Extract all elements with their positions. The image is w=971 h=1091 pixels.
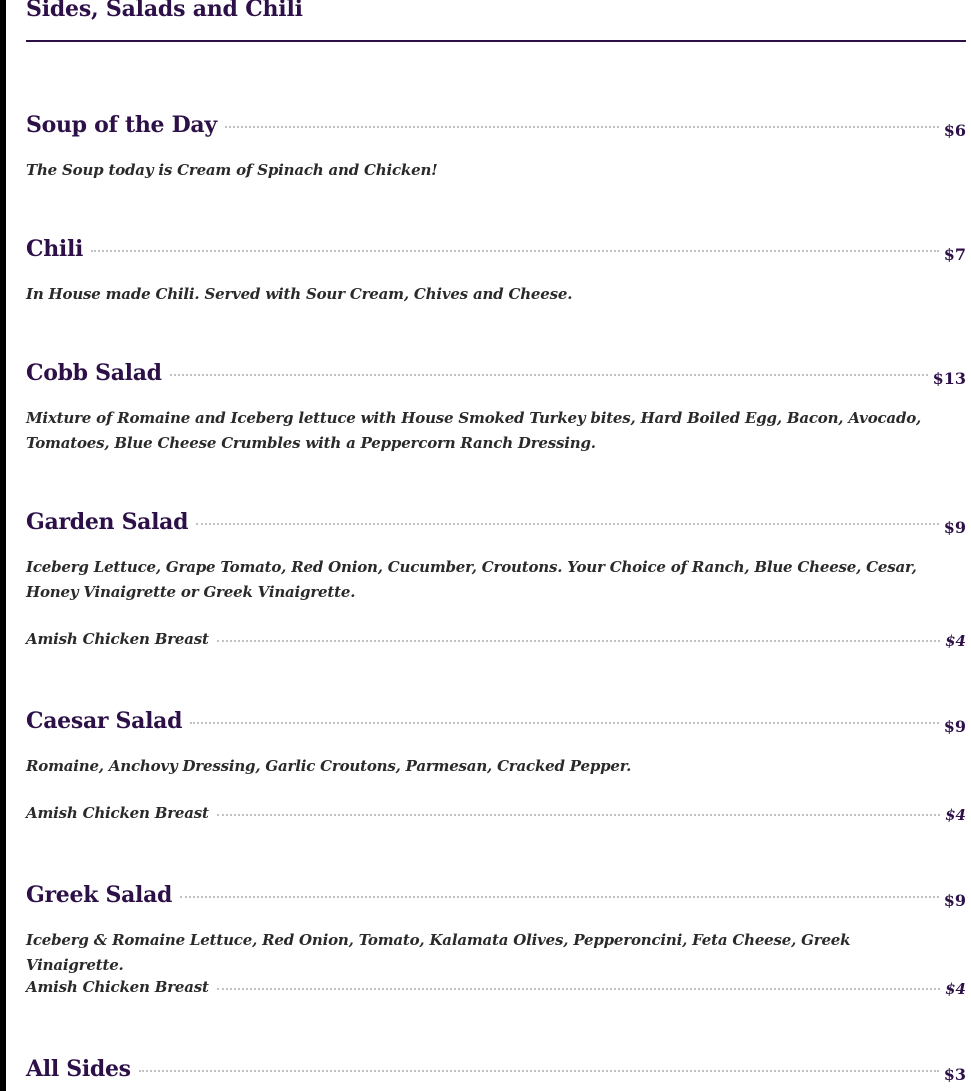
addon-price: $4 (945, 806, 966, 824)
section-title: Sides, Salads and Chili (26, 0, 303, 22)
dotted-leader (139, 1070, 939, 1072)
menu-item-description: The Soup today is Cream of Spinach and Chicken! (26, 161, 438, 179)
menu-item-greek-salad (26, 882, 966, 908)
menu-item-addon (26, 978, 966, 996)
menu-item-addon (26, 630, 966, 648)
dotted-leader (91, 250, 939, 252)
menu-item-description: In House made Chili. Served with Sour Cream, Chives and Cheese. (26, 285, 573, 303)
menu-item-cobb-salad (26, 360, 966, 386)
menu-item-price: $9 (943, 891, 966, 910)
menu-item-price: $7 (943, 245, 966, 264)
menu-item-chili (26, 236, 966, 262)
addon-price: $4 (945, 632, 966, 650)
menu-item-price: $6 (943, 121, 966, 140)
addon-name: Amish Chicken Breast (26, 804, 209, 822)
menu-item-all-sides (26, 1056, 966, 1082)
menu-item-price: $13 (932, 369, 966, 388)
left-edge-bar (0, 0, 6, 1091)
menu-item-name: Caesar Salad (26, 708, 183, 734)
menu-item-garden-salad (26, 509, 966, 535)
menu-item-name: Cobb Salad (26, 360, 162, 386)
menu-item-price: $9 (943, 518, 966, 537)
menu-item-price: $9 (943, 717, 966, 736)
addon-price: $4 (945, 980, 966, 998)
dotted-leader (217, 988, 940, 990)
dotted-leader (190, 722, 939, 724)
menu-item-addon (26, 804, 966, 822)
menu-item-description: Iceberg Lettuce, Grape Tomato, Red Onion, Cucumber, Croutons. Your Choice of Ranch, Blue Cheese, Cesar, Honey Vinaigrette or Greek Vinaigrette. (26, 558, 917, 601)
dotted-leader (180, 896, 939, 898)
addon-name: Amish Chicken Breast (26, 630, 209, 648)
menu-item-name: Greek Salad (26, 882, 173, 908)
menu-item-name: Garden Salad (26, 509, 189, 535)
addon-name: Amish Chicken Breast (26, 978, 209, 996)
menu-item-name: Soup of the Day (26, 112, 217, 138)
menu-item-price: $3 (943, 1065, 966, 1084)
menu-item-description: Mixture of Romaine and Iceberg lettuce with House Smoked Turkey bites, Hard Boiled Egg, Bacon, Avocado, Tomatoes, Blue Cheese Crumbles with a Peppercorn Ranch Dressing. (26, 409, 922, 452)
dotted-leader (217, 814, 940, 816)
dotted-leader (170, 374, 928, 376)
dotted-leader (196, 523, 939, 525)
section-divider (26, 40, 966, 42)
menu-item-soup-of-the-day (26, 112, 966, 138)
menu-item-name: All Sides (26, 1056, 131, 1082)
dotted-leader (217, 640, 940, 642)
menu-item-caesar-salad (26, 708, 966, 734)
menu-item-description: Iceberg & Romaine Lettuce, Red Onion, Tomato, Kalamata Olives, Pepperoncini, Feta Cheese, Greek Vinaigrette. (26, 931, 851, 974)
menu-item-description: Romaine, Anchovy Dressing, Garlic Croutons, Parmesan, Cracked Pepper. (26, 757, 632, 775)
menu-item-name: Chili (26, 236, 84, 262)
dotted-leader (225, 126, 939, 128)
